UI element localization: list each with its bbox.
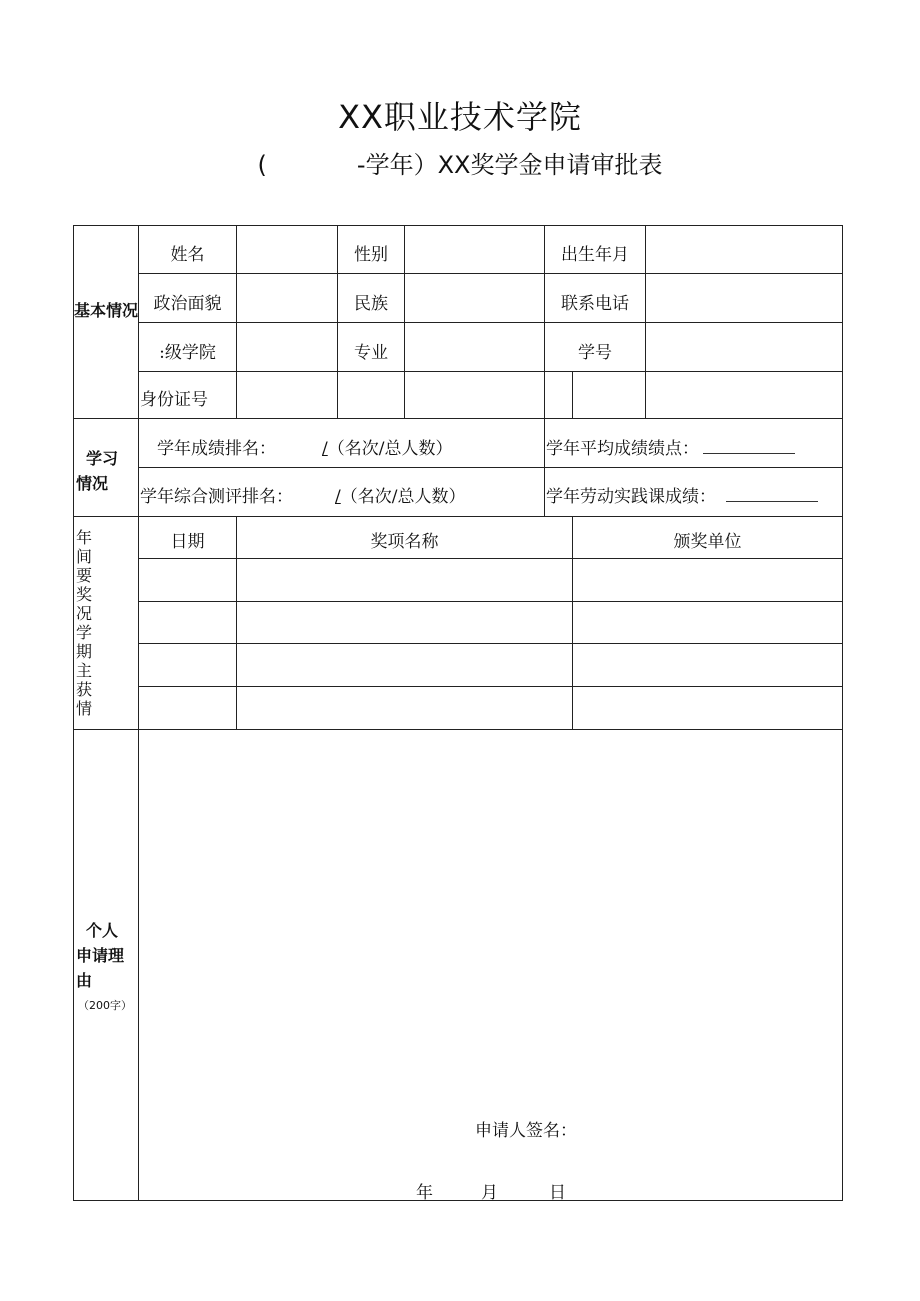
rank-slash[interactable]: / [322, 439, 328, 459]
student-id-field[interactable] [646, 323, 842, 371]
phone-label: 联系电话 [561, 294, 629, 314]
awards-col-unit: 颁奖单位 [673, 532, 742, 552]
award-row-1[interactable] [139, 559, 842, 601]
major-field[interactable] [405, 323, 544, 371]
ethnicity-field[interactable] [405, 274, 544, 322]
sign-date-year: 年 [416, 1183, 433, 1203]
study-section-label-2: 情况 [76, 474, 109, 493]
name-field[interactable] [237, 226, 337, 273]
politics-field[interactable] [237, 274, 337, 322]
gpa-label-text: 学年平均成绩绩点： [546, 439, 699, 459]
form-title [0, 145, 920, 180]
id-number-label: 身份证号 [140, 390, 208, 410]
awards-section-label: 年间要奖况学期主获情 [76, 528, 93, 718]
award-row-3[interactable] [139, 644, 842, 686]
ethnicity-label: 民族 [354, 294, 388, 314]
student-id-label: 学号 [578, 343, 612, 363]
applicant-sign-label: 申请人签名： [475, 1121, 577, 1141]
school-title: XX职业技术学院 [338, 98, 582, 136]
politics-label: 政治面貌 [153, 294, 222, 314]
reason-textarea[interactable] [139, 730, 842, 1110]
labor-label-text: 学年劳动实践课成绩： [546, 487, 716, 507]
college-label: :级学院 [159, 343, 216, 363]
eval-label [140, 482, 465, 507]
id-number-field[interactable] [237, 372, 842, 418]
eval-label-text: 学年综合测评排名： [140, 487, 293, 507]
award-row-4[interactable] [139, 687, 842, 729]
awards-col-name: 奖项名称 [370, 532, 439, 552]
gpa-label [546, 434, 795, 459]
rank-label [157, 434, 452, 459]
name-label: 姓名 [170, 245, 205, 265]
sign-date-day: 日 [549, 1183, 566, 1203]
reason-limit: （200字） [78, 999, 132, 1012]
awards-col-date: 日期 [170, 532, 205, 552]
rank-label-text: 学年成绩排名： [157, 439, 276, 459]
reason-label-1: 个人 [86, 921, 119, 940]
study-section-label-1: 学习 [86, 449, 119, 468]
gender-field[interactable] [405, 226, 544, 273]
eval-slash[interactable]: / [335, 487, 341, 507]
eval-hint: （名次/总人数） [340, 487, 466, 507]
major-label: 专业 [354, 343, 388, 363]
reason-label-2: 申请理 [76, 946, 125, 965]
reason-label-3: 由 [76, 971, 93, 990]
basic-section-label: 基本情况 [74, 301, 139, 320]
college-field[interactable] [237, 323, 337, 371]
birth-field[interactable] [646, 226, 842, 273]
phone-field[interactable] [646, 274, 842, 322]
subtitle-rest: -学年）XX奖学金申请审批表 [356, 151, 663, 179]
award-row-2[interactable] [139, 602, 842, 643]
gpa-field[interactable] [703, 439, 795, 454]
gender-label: 性别 [354, 245, 388, 265]
rank-hint: （名次/总人数） [327, 439, 453, 459]
sign-date-month: 月 [481, 1183, 498, 1203]
labor-label [546, 482, 818, 507]
labor-field[interactable] [726, 487, 818, 502]
subtitle-open: ( [257, 151, 267, 179]
birth-label: 出生年月 [561, 245, 629, 265]
